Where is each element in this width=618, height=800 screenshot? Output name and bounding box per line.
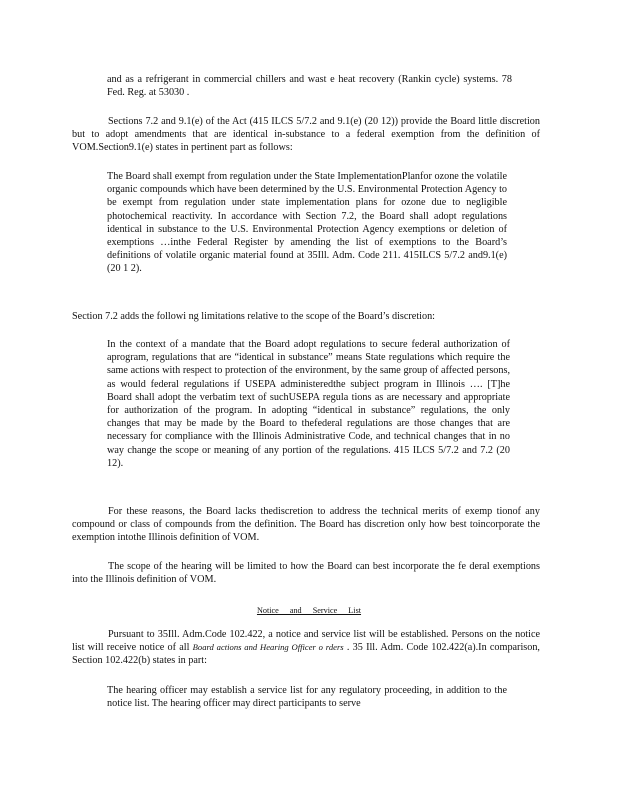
paragraph-notice-list	[72, 628, 540, 668]
paragraph-sections-7-2-9-1: Sections 7.2 and 9.1(e) of the Act (415 ILCS 5/7.2 and 9.1(e) (20 12)) provide the Board little discretion but to adopt amendments that are identical in-substance to a federal exemption from the definition of VOM.Section9.1(e) states in pertinent part as follows:	[72, 116, 540, 154]
paragraph-notice-list-text-2: . 35 Ill. Adm. Code 102.422(a).In comparison, Section 102.422(b) states in part:	[72, 642, 540, 667]
section-heading-notice-service-list: Notice and Service List	[256, 606, 362, 615]
paragraph-section-7-2-limitations: Section 7.2 adds the followi ng limitations relative to the scope of the Board’s discretion:	[72, 311, 435, 322]
paragraph-refrigerant: and as a refrigerant in commercial chillers and wast e heat recovery (Rankin cycle) systems. 78 Fed. Reg. at 53030 .	[107, 74, 512, 99]
block-quote-section-102-422b: The hearing officer may establish a service list for any regulatory proceeding, in addition to the notice list. The hearing officer may direct participants to serve	[107, 685, 507, 710]
block-quote-section-7-2: In the context of a mandate that the Board adopt regulations to secure federal authorization of aprogram, regulations that are “identical in substance” means State regulations which require the same actions with respect to protection of the environment, by the same group of affected persons, as would federal regulations if USEPA administeredthe subject program in Illinois …. [T]he Board shall adopt the verbatim text of suchUSEPA regula tions as are necessary and appropriate for authorization of the program. In adopting “identical in substance” regulations, the only changes that may be made by the Board to thefederal regulations are those changes that are necessary for compliance with the Illinois Administrative Code, and technical changes that in no way change the scope or meaning of any portion of the regulations. 415 ILCS 5/7.2 and 7.2 (20 12).	[107, 339, 510, 469]
block-quote-section-9-1e: The Board shall exempt from regulation under the State ImplementationPlanfor ozone the volatile organic compounds which have been determined by the U.S. Environmental Protection Agency to be exempt from regulation under state implementation plans for ozone due to negligible photochemical reactivity. In accordance with Section 7.2, the Board shall adopt regulations identical in substance to the U.S. Environmental Protection Agency exemptions or deletion of exemptions …inthe Federal Register by amending the list of exemptions to the Board’s definitions of volatile organic material found at 35Ill. Adm. Code 211. 415ILCS 5/7.2 and9.1(e) (20 1 2).	[107, 171, 507, 275]
paragraph-board-lacks-discretion: For these reasons, the Board lacks thediscretion to address the technical merits of exemp tionof any compound or class of compounds from the definition. The Board has discretion only how best toincorporate the exemption intothe Illinois definition of VOM.	[72, 506, 540, 544]
paragraph-notice-list-text-1: Pursuant to 35Ill. Adm.Code 102.422, a notice and service list will be established. Persons on the notice list will receive notice of all	[72, 629, 540, 654]
paragraph-notice-list-italic: Board actions and Hearing Officer o rders	[192, 642, 344, 653]
paragraph-hearing-scope: The scope of the hearing will be limited to how the Board can best incorporate the fe deral exemptions into the Illinois definition of VOM.	[72, 561, 540, 586]
